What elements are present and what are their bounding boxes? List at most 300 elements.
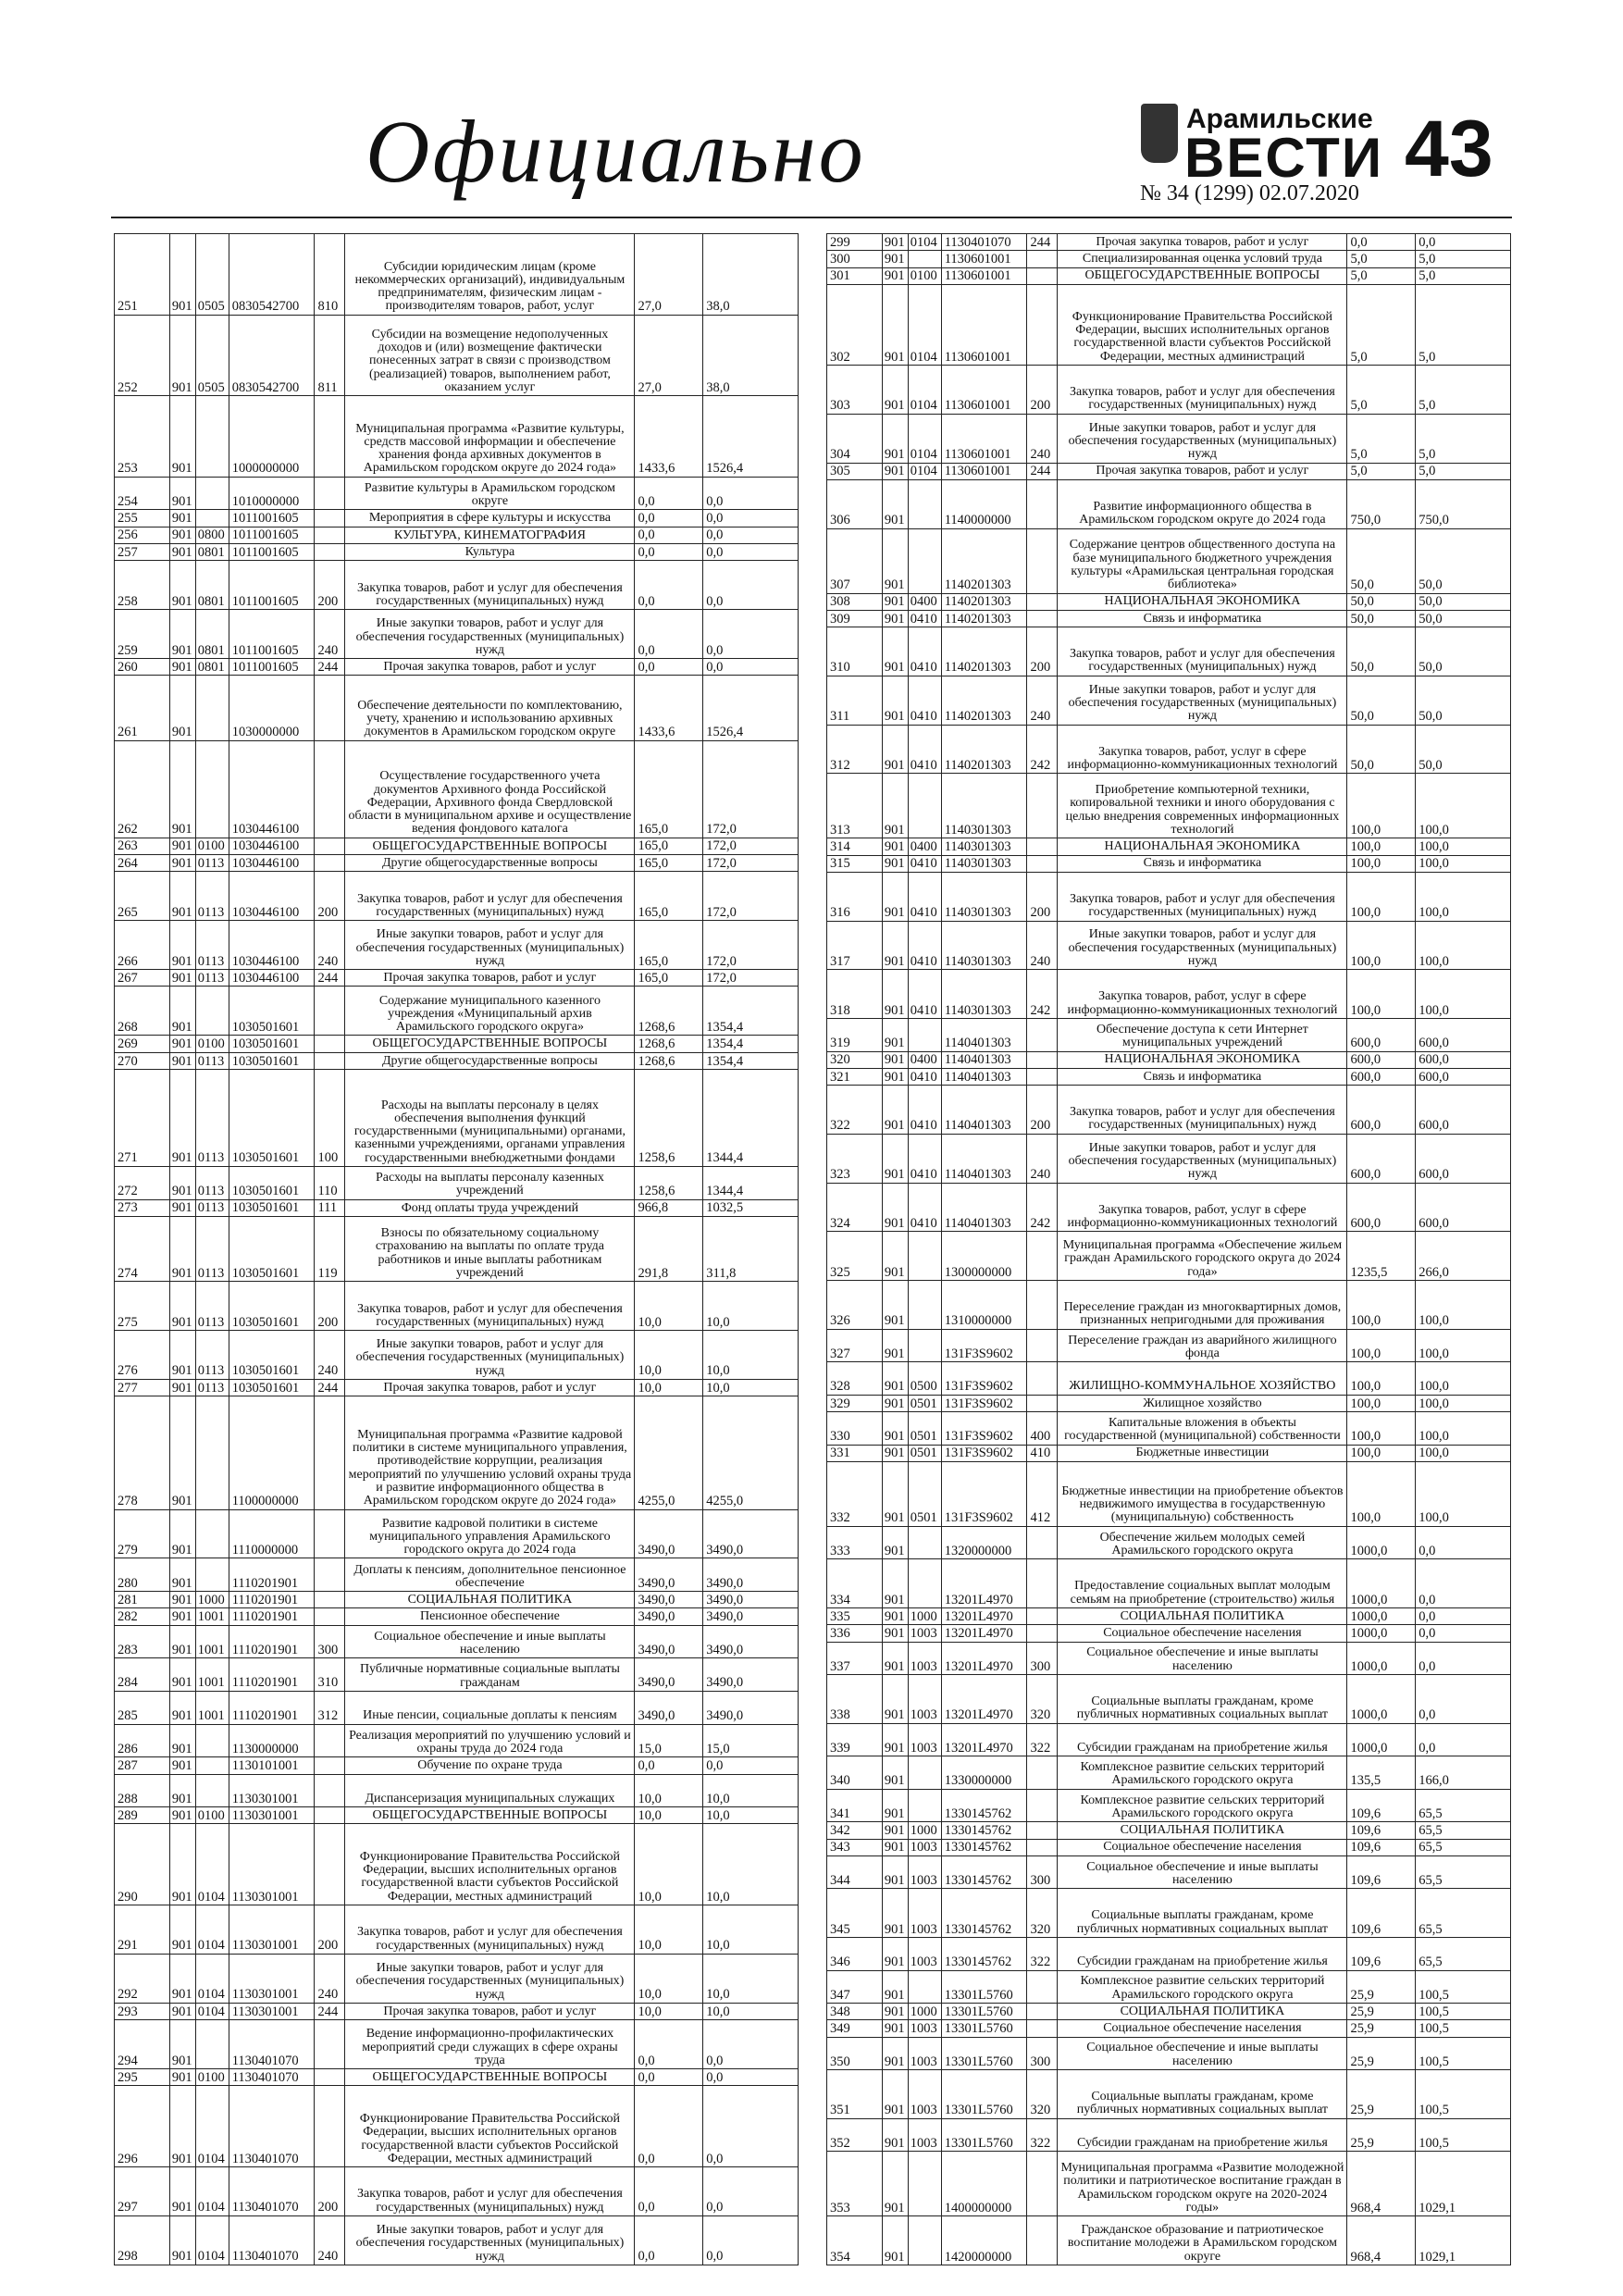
row-number: 343 [827, 1840, 883, 1855]
section-code [196, 2020, 229, 2068]
item-name: Содержание муниципального казенного учреждения «Муниципальный архив Арамильского городского округа» [345, 987, 635, 1035]
expense-type-code: 244 [1027, 234, 1058, 250]
section-code: 0100 [196, 2069, 229, 2085]
amount-2022: 0,0 [706, 511, 724, 527]
section-title: Официально [365, 102, 866, 201]
table-row [827, 1019, 1510, 1052]
target-code: 13201L4970 [942, 1675, 1028, 1723]
item-name: Закупка товаров, работ, услуг в сфере информационно-коммуникационных технологий [1058, 726, 1347, 774]
amount-2022: 100,0 [1419, 1379, 1449, 1395]
section-code: 0113 [196, 855, 229, 871]
row-number: 339 [827, 1724, 883, 1756]
target-code: 13201L4970 [942, 1625, 1028, 1641]
admin-code: 901 [170, 1658, 196, 1691]
section-code: 0410 [909, 676, 942, 725]
table-row [827, 1938, 1510, 1971]
item-name: Обеспечение деятельности по комплектованию, учету, хранению и использованию архивных документов в Арамильском городском округе [345, 676, 635, 739]
section-code: 0104 [196, 2216, 229, 2265]
amount-2021: 10,0 [635, 1331, 703, 1379]
section-code: 0800 [196, 527, 229, 543]
expense-type-code: 110 [315, 1167, 345, 1199]
amount-2021: 3490,0 [635, 1510, 703, 1558]
item-name: Закупка товаров, работ и услуг для обеспечения государственных (муниципальных) нужд [1058, 873, 1347, 921]
row-number: 301 [827, 268, 883, 284]
amount-2021: 100,0 [1347, 873, 1416, 921]
table-row [115, 1070, 798, 1167]
amount-2022: 1344,4 [706, 1184, 744, 1199]
item-name: НАЦИОНАЛЬНАЯ ЭКОНОМИКА [1058, 594, 1347, 610]
admin-code: 901 [883, 1724, 909, 1756]
table-row [115, 316, 798, 397]
target-code: 1030446100 [229, 921, 316, 969]
row-number: 327 [827, 1330, 883, 1362]
item-name: Закупка товаров, работ и услуг для обеспечения государственных (муниципальных) нужд [1058, 366, 1347, 414]
table-row [827, 726, 1510, 775]
section-code: 0410 [909, 1184, 942, 1232]
table-row [115, 1905, 798, 1955]
row-number: 272 [115, 1167, 170, 1199]
amount-2022: 100,5 [1419, 2021, 1449, 2036]
section-code [909, 1281, 942, 1329]
table-row [827, 774, 1510, 838]
amount-2021: 600,0 [1347, 1184, 1416, 1232]
expense-type-code [315, 1592, 345, 1607]
table-row [115, 1775, 798, 1808]
row-number: 315 [827, 856, 883, 872]
section-code: 0410 [909, 922, 942, 970]
amount-2021: 3490,0 [635, 1658, 703, 1691]
admin-code: 901 [883, 366, 909, 414]
expense-type-code: 200 [315, 561, 345, 609]
admin-code: 901 [170, 1692, 196, 1724]
target-code: 1030446100 [229, 741, 316, 838]
target-code: 1011001605 [229, 527, 316, 543]
row-number: 345 [827, 1889, 883, 1937]
amount-2022: 600,0 [1419, 1118, 1449, 1134]
target-code: 13201L4970 [942, 1724, 1028, 1756]
amount-2022: 166,0 [1419, 1773, 1449, 1789]
expense-type-code: 300 [1027, 1643, 1058, 1675]
target-code: 1130101001 [229, 1757, 316, 1773]
row-number: 258 [115, 561, 170, 609]
section-code [909, 1971, 942, 2004]
target-code: 1000000000 [229, 396, 316, 477]
item-name: Иные закупки товаров, работ и услуг для обеспечения государственных (муниципальных) нужд [1058, 676, 1347, 725]
table-row [827, 2020, 1510, 2037]
table-row [827, 1330, 1510, 1363]
target-code: 1420000000 [942, 2216, 1028, 2265]
section-code: 0501 [909, 1462, 942, 1526]
admin-code: 901 [883, 2038, 909, 2070]
expense-type-code [315, 2020, 345, 2068]
section-code: 0501 [909, 1446, 942, 1461]
section-code [196, 478, 229, 510]
table-row [115, 1282, 798, 1331]
row-number: 259 [115, 610, 170, 658]
section-code: 1003 [909, 1840, 942, 1855]
section-code: 0500 [909, 1362, 942, 1395]
section-code: 0113 [196, 1200, 229, 1216]
coat-of-arms-icon [1141, 104, 1178, 163]
amount-2022: 1354,4 [706, 1036, 744, 1052]
section-code: 0501 [909, 1396, 942, 1411]
section-code: 0801 [196, 561, 229, 609]
row-number: 332 [827, 1462, 883, 1526]
table-row [115, 970, 798, 987]
item-name: Иные закупки товаров, работ и услуг для обеспечения государственных (муниципальных) нужд [345, 610, 635, 658]
table-row [827, 2070, 1510, 2119]
section-code [909, 1232, 942, 1280]
expense-type-code: 811 [315, 316, 345, 396]
admin-code: 901 [170, 1380, 196, 1396]
item-name: НАЦИОНАЛЬНАЯ ЭКОНОМИКА [1058, 1052, 1347, 1068]
admin-code: 901 [883, 1608, 909, 1624]
admin-code: 901 [170, 741, 196, 838]
amount-2021: 600,0 [1347, 1019, 1416, 1051]
amount-2021: 135,5 [1347, 1756, 1416, 1789]
expense-type-code [1027, 1527, 1058, 1559]
amount-2021: 50,0 [1347, 676, 1416, 725]
row-number: 305 [827, 464, 883, 479]
row-number: 299 [827, 234, 883, 250]
amount-2022: 100,0 [1419, 1002, 1449, 1018]
row-number: 267 [115, 970, 170, 986]
expense-type-code [315, 544, 345, 560]
admin-code: 901 [883, 1184, 909, 1232]
amount-2021: 5,0 [1347, 268, 1416, 284]
row-number: 316 [827, 873, 883, 921]
amount-2022: 0,0 [1419, 1707, 1436, 1723]
item-name: Диспансеризация муниципальных служащих [345, 1775, 635, 1807]
table-row [827, 1643, 1510, 1676]
expense-type-code: 322 [1027, 1724, 1058, 1756]
expense-type-code: 322 [1027, 2119, 1058, 2152]
admin-code: 901 [883, 1019, 909, 1051]
table-row [827, 464, 1510, 480]
expense-type-code [315, 1608, 345, 1624]
amount-2022: 3490,0 [706, 1675, 744, 1691]
item-name: Бюджетные инвестиции на приобретение объектов недвижимого имущества в государственную (муниципальную) собственность [1058, 1462, 1347, 1526]
row-number: 281 [115, 1592, 170, 1607]
row-number: 330 [827, 1412, 883, 1445]
table-row [827, 529, 1510, 594]
issue-info: № 34 (1299) 02.07.2020 [1140, 181, 1359, 205]
amount-2021: 0,0 [635, 2167, 703, 2215]
row-number: 271 [115, 1070, 170, 1166]
expense-type-code [1027, 1756, 1058, 1789]
section-code: 1000 [909, 2004, 942, 2019]
section-code [909, 1527, 942, 1559]
expense-type-code [315, 1824, 345, 1905]
table-row [827, 1559, 1510, 1608]
target-code: 13301L5760 [942, 2038, 1028, 2070]
admin-code: 901 [170, 1282, 196, 1330]
table-row [827, 627, 1510, 676]
amount-2022: 50,0 [1419, 577, 1443, 592]
amount-2021: 1258,6 [635, 1167, 703, 1199]
admin-code: 901 [170, 396, 196, 477]
admin-code: 901 [883, 2070, 909, 2118]
admin-code: 901 [883, 676, 909, 725]
target-code: 1110201901 [229, 1658, 316, 1691]
section-code: 0104 [196, 1955, 229, 2003]
item-name: Другие общегосударственные вопросы [345, 1053, 635, 1069]
amount-2022: 50,0 [1419, 660, 1443, 676]
target-code: 0830542700 [229, 316, 316, 396]
table-row [115, 234, 798, 316]
target-code: 1011001605 [229, 659, 316, 675]
amount-2022: 100,0 [1419, 1346, 1449, 1361]
table-row [115, 610, 798, 659]
target-code: 1030501601 [229, 1380, 316, 1396]
section-code: 0104 [196, 1824, 229, 1905]
expense-type-code: 119 [315, 1217, 345, 1281]
admin-code: 901 [170, 510, 196, 526]
table-row [827, 1625, 1510, 1642]
item-name: Муниципальная программа «Развитие кадровой политики в системе муниципального управления, противодействие коррупции, реализация мероприятий по улучшению условий охраны труда и развитие информационного общества в Арамильском городском округе до 2024 года» [345, 1396, 635, 1508]
amount-2021: 600,0 [1347, 1052, 1416, 1068]
admin-code: 901 [883, 1052, 909, 1068]
amount-2022: 600,0 [1419, 1052, 1449, 1068]
item-name: Иные пенсии, социальные доплаты к пенсиям [345, 1692, 635, 1724]
row-number: 335 [827, 1608, 883, 1624]
item-name: Социальное обеспечение и иные выплаты населению [1058, 2038, 1347, 2070]
expense-type-code [315, 2069, 345, 2085]
row-number: 346 [827, 1938, 883, 1970]
table-row [827, 1184, 1510, 1233]
expense-type-code [315, 855, 345, 871]
section-code [196, 510, 229, 526]
target-code: 1011001605 [229, 610, 316, 658]
admin-code: 901 [170, 561, 196, 609]
row-number: 341 [827, 1790, 883, 1822]
item-name: Культура [345, 544, 635, 560]
amount-2021: 10,0 [635, 1380, 703, 1396]
table-row [115, 872, 798, 921]
amount-2022: 100,0 [1419, 1429, 1449, 1444]
amount-2022: 600,0 [1419, 1167, 1449, 1182]
item-name: ОБЩЕГОСУДАРСТВЕННЫЕ ВОПРОСЫ [345, 1036, 635, 1051]
expense-type-code [315, 987, 345, 1035]
table-row [115, 2069, 798, 2086]
row-number: 354 [827, 2216, 883, 2265]
amount-2022: 266,0 [1419, 1264, 1449, 1280]
table-row [827, 922, 1510, 971]
section-code: 1003 [909, 1856, 942, 1889]
target-code: 1030501601 [229, 1070, 316, 1166]
item-name: Жилищное хозяйство [1058, 1396, 1347, 1411]
target-code: 1400000000 [942, 2152, 1028, 2215]
amount-2021: 165,0 [635, 855, 703, 871]
amount-2021: 1000,0 [1347, 1559, 1416, 1607]
section-code: 1003 [909, 1625, 942, 1641]
section-code: 1001 [196, 1658, 229, 1691]
admin-code: 901 [883, 1232, 909, 1280]
amount-2021: 50,0 [1347, 529, 1416, 593]
amount-2022: 0,0 [706, 2053, 724, 2068]
row-number: 264 [115, 855, 170, 871]
row-number: 292 [115, 1955, 170, 2003]
expense-type-code [315, 676, 345, 739]
section-code: 0410 [909, 856, 942, 872]
row-number: 284 [115, 1658, 170, 1691]
admin-code: 901 [170, 1626, 196, 1658]
target-code: 131F3S9602 [942, 1330, 1028, 1362]
row-number: 329 [827, 1396, 883, 1411]
item-name: Другие общегосударственные вопросы [345, 855, 635, 871]
admin-code: 901 [883, 1822, 909, 1838]
section-code [909, 529, 942, 593]
section-code: 0113 [196, 1070, 229, 1166]
table-row [115, 1053, 798, 1070]
target-code: 1030446100 [229, 970, 316, 986]
item-name: Иные закупки товаров, работ и услуг для обеспечения государственных (муниципальных) нужд [1058, 1135, 1347, 1183]
amount-2021: 0,0 [635, 2020, 703, 2068]
target-code: 1140301303 [942, 856, 1028, 872]
row-number: 344 [827, 1856, 883, 1889]
table-row [115, 478, 798, 511]
row-number: 321 [827, 1069, 883, 1085]
row-number: 268 [115, 987, 170, 1035]
admin-code: 901 [170, 1200, 196, 1216]
item-name: Социальное обеспечение населения [1058, 1840, 1347, 1855]
section-code: 0104 [909, 464, 942, 479]
admin-code: 901 [883, 1889, 909, 1937]
amount-2022: 65,5 [1419, 1840, 1443, 1855]
row-number: 260 [115, 659, 170, 675]
amount-2021: 600,0 [1347, 1086, 1416, 1134]
amount-2021: 0,0 [635, 544, 703, 560]
admin-code: 901 [170, 1167, 196, 1199]
amount-2021: 1268,6 [635, 1036, 703, 1051]
table-row [115, 1725, 798, 1758]
table-row [827, 1724, 1510, 1757]
amount-2022: 1354,4 [706, 1019, 744, 1035]
amount-2022: 65,5 [1419, 1955, 1443, 1969]
section-code: 0113 [196, 1053, 229, 1069]
target-code: 1030501601 [229, 1167, 316, 1199]
admin-code: 901 [170, 1053, 196, 1069]
row-number: 255 [115, 510, 170, 526]
row-number: 289 [115, 1807, 170, 1823]
target-code: 1030501601 [229, 1200, 316, 1216]
table-row [115, 855, 798, 872]
admin-code: 901 [883, 1362, 909, 1395]
admin-code: 901 [170, 970, 196, 986]
table-row [115, 1396, 798, 1509]
table-row [115, 1200, 798, 1217]
amount-2021: 10,0 [635, 1775, 703, 1807]
row-number: 333 [827, 1527, 883, 1559]
item-name: Иные закупки товаров, работ и услуг для обеспечения государственных (муниципальных) нужд [345, 1955, 635, 2003]
table-row [827, 1675, 1510, 1724]
amount-2021: 109,6 [1347, 1889, 1416, 1937]
admin-code: 901 [170, 2086, 196, 2166]
expense-type-code: 240 [315, 921, 345, 969]
amount-2022: 10,0 [706, 1380, 730, 1396]
section-code: 0505 [196, 234, 229, 315]
row-number: 314 [827, 838, 883, 854]
item-name: Прочая закупка товаров, работ и услуг [1058, 464, 1347, 479]
item-name: Социальные выплаты гражданам, кроме публичных нормативных социальных выплат [1058, 1675, 1347, 1723]
section-code: 0410 [909, 873, 942, 921]
item-name: Субсидии гражданам на приобретение жилья [1058, 2119, 1347, 2152]
row-number: 257 [115, 544, 170, 560]
admin-code: 901 [170, 610, 196, 658]
section-code [196, 1558, 229, 1591]
target-code: 1130301001 [229, 1905, 316, 1954]
target-code: 131F3S9602 [942, 1462, 1028, 1526]
amount-2022: 10,0 [706, 1791, 730, 1806]
admin-code: 901 [883, 1625, 909, 1641]
amount-2021: 0,0 [635, 2069, 703, 2085]
target-code: 1110201901 [229, 1626, 316, 1658]
target-code: 1110201901 [229, 1558, 316, 1591]
expense-type-code [315, 1807, 345, 1823]
row-number: 324 [827, 1184, 883, 1232]
expense-type-code [1027, 1608, 1058, 1624]
section-code: 0100 [196, 1807, 229, 1823]
table-row [827, 970, 1510, 1019]
amount-2021: 100,0 [1347, 1362, 1416, 1395]
section-code [196, 741, 229, 838]
table-row [115, 2167, 798, 2216]
section-code: 0104 [196, 2167, 229, 2215]
row-number: 270 [115, 1053, 170, 1069]
expense-type-code: 300 [1027, 1856, 1058, 1889]
brand-subtitle: Арамильские [1186, 104, 1373, 134]
table-row [115, 544, 798, 561]
amount-2022: 100,0 [1419, 953, 1449, 969]
target-code: 1130301001 [229, 1775, 316, 1807]
expense-type-code: 200 [1027, 366, 1058, 414]
amount-2021: 600,0 [1347, 1069, 1416, 1085]
row-number: 322 [827, 1086, 883, 1134]
amount-2022: 65,5 [1419, 1921, 1443, 1937]
row-number: 274 [115, 1217, 170, 1281]
table-row [115, 561, 798, 610]
amount-2022: 0,0 [1419, 234, 1436, 250]
item-name: Иные закупки товаров, работ и услуг для обеспечения государственных (муниципальных) нужд [1058, 415, 1347, 463]
amount-2022: 10,0 [706, 1889, 730, 1905]
table-row [827, 1069, 1510, 1086]
amount-2022: 5,0 [1419, 268, 1436, 284]
amount-2022: 100,0 [1419, 856, 1449, 872]
row-number: 312 [827, 726, 883, 774]
admin-code: 901 [883, 594, 909, 610]
expense-type-code [1027, 1822, 1058, 1838]
table-row [827, 1971, 1510, 2004]
table-row [115, 396, 798, 478]
amount-2022: 600,0 [1419, 1215, 1449, 1231]
amount-2021: 100,0 [1347, 1396, 1416, 1411]
row-number: 308 [827, 594, 883, 610]
expense-type-code [1027, 1232, 1058, 1280]
admin-code: 901 [170, 872, 196, 920]
admin-code: 901 [170, 527, 196, 543]
table-row [827, 285, 1510, 366]
expense-type-code [315, 1396, 345, 1508]
amount-2021: 966,8 [635, 1200, 703, 1216]
expense-type-code [315, 741, 345, 838]
amount-2022: 5,0 [1419, 398, 1436, 414]
amount-2022: 38,0 [706, 379, 730, 395]
target-code: 1330145762 [942, 1822, 1028, 1838]
item-name: Закупка товаров, работ, услуг в сфере информационно-коммуникационных технологий [1058, 1184, 1347, 1232]
section-code: 0410 [909, 1069, 942, 1085]
target-code: 1330000000 [942, 1756, 1028, 1789]
row-number: 277 [115, 1380, 170, 1396]
